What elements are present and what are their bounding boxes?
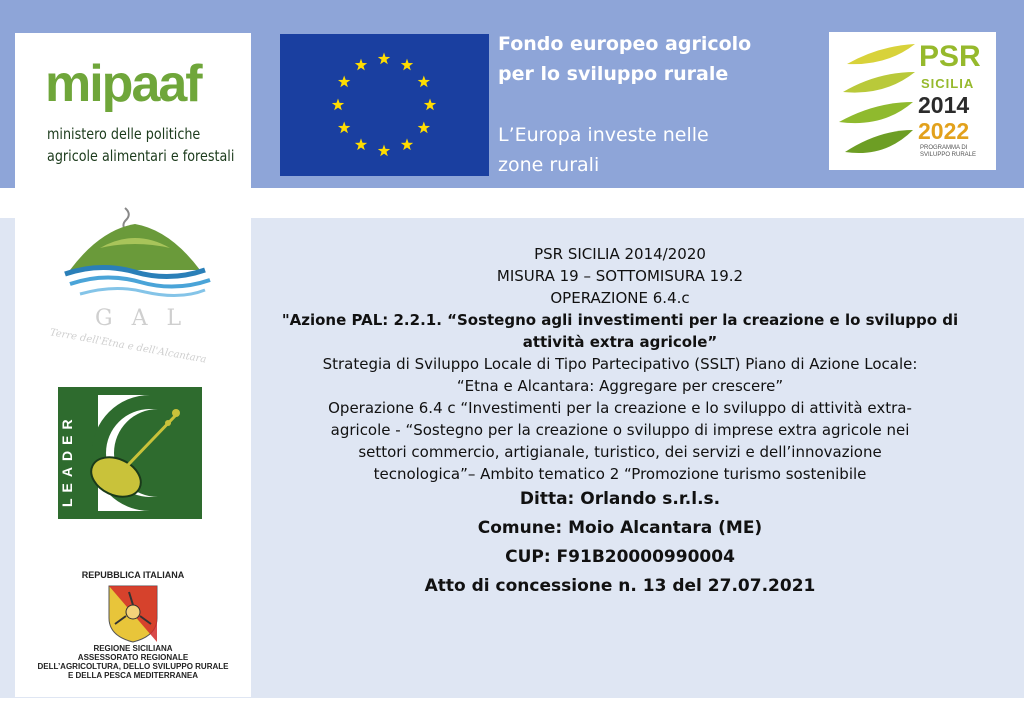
psr-sicilia-logo xyxy=(829,32,996,170)
psr-region: SICILIA xyxy=(921,76,975,91)
psr-program-line: PSR SICILIA 2014/2020 xyxy=(534,245,706,263)
eu-star xyxy=(424,99,436,111)
eu-star xyxy=(401,59,413,71)
operazione-desc-line-4: tecnologica”– Ambito tematico 2 “Promozione turismo sostenibile xyxy=(373,465,867,483)
repubblica-label: REPUBBLICA ITALIANA xyxy=(81,570,185,580)
eu-star xyxy=(401,138,413,150)
eu-slogan-line-2: zone rurali xyxy=(498,154,600,176)
eu-star xyxy=(418,122,430,134)
leader-logo xyxy=(58,387,202,519)
comune-line: Comune: Moio Alcantara (ME) xyxy=(477,518,763,538)
psr-year-start: 2014 xyxy=(918,92,970,118)
eu-stars-icon xyxy=(280,34,489,176)
cup-line: CUP: F91B20000990004 xyxy=(505,547,735,567)
mipaaf-line-2: agricole alimentari e forestali xyxy=(47,147,235,165)
gal-logo xyxy=(40,200,230,370)
psr-year-end: 2022 xyxy=(918,118,970,144)
mipaaf-logo: mipaaf xyxy=(45,55,201,113)
eu-star xyxy=(355,138,367,150)
eu-flag xyxy=(280,34,489,176)
strategia-line-2: “Etna e Alcantara: Aggregare per crescere” xyxy=(456,377,784,395)
project-info xyxy=(260,243,980,601)
eu-star xyxy=(332,99,344,111)
leader-icon xyxy=(58,387,202,519)
svg-text:LEADER: LEADER xyxy=(59,413,75,507)
psr-program: PROGRAMMA DI SVILUPPO RURALE xyxy=(920,145,977,158)
eu-title-line-1: Fondo europeo agricolo xyxy=(498,33,752,55)
mipaaf-logo-block xyxy=(15,33,251,188)
operazione-line: OPERAZIONE 6.4.c xyxy=(550,289,690,307)
azione-line-2: attività extra agricole” xyxy=(522,333,718,351)
svg-text:Terre dell'Etna e dell'Alcanta: Terre dell'Etna e dell'Alcantara xyxy=(49,327,208,366)
psr-title: PSR xyxy=(919,40,981,73)
eu-star xyxy=(378,145,390,157)
misura-line: MISURA 19 – SOTTOMISURA 19.2 xyxy=(496,267,744,285)
svg-text:G A L: G A L xyxy=(95,306,188,331)
operazione-desc-line-1: Operazione 6.4 c “Investimenti per la creazione e lo sviluppo di attività extra- xyxy=(328,399,912,417)
ditta-line: Ditta: Orlando s.r.l.s. xyxy=(519,489,721,509)
atto-line: Atto di concessione n. 13 del 27.07.2021 xyxy=(424,576,816,596)
eu-slogan-line-1: L’Europa investe nelle xyxy=(498,124,709,146)
eu-star xyxy=(418,76,430,88)
eu-star xyxy=(338,122,350,134)
mipaaf-line-1: ministero delle politiche xyxy=(47,125,201,143)
operazione-desc-line-3: settori commercio, artigianale, turistico, dei servizi e dell’innovazione xyxy=(358,443,882,461)
regione-label: REGIONE SICILIANA ASSESSORATO REGIONALE DELL’AGRICOLTURA, DELLO SVILUPPO RURALE E DELLA PESCA MEDITERRANEA xyxy=(37,644,229,680)
wheat-icon xyxy=(829,32,919,170)
eu-star xyxy=(338,76,350,88)
regione-siciliana-logo xyxy=(15,565,251,697)
eu-star xyxy=(355,59,367,71)
eu-star xyxy=(378,53,390,65)
operazione-desc-line-2: agricole - “Sostegno per la creazione o sviluppo di imprese extra agricole nei xyxy=(330,421,910,439)
eu-title-line-2: per lo sviluppo rurale xyxy=(498,63,729,85)
azione-line-1: "Azione PAL: 2.2.1. “Sostegno agli investimenti per la creazione e lo sviluppo di xyxy=(281,311,959,329)
trinacria-crest-icon xyxy=(107,584,159,644)
strategia-line-1: Strategia di Sviluppo Locale di Tipo Partecipativo (SSLT) Piano di Azione Locale: xyxy=(322,355,918,373)
volcano-icon xyxy=(40,200,230,370)
